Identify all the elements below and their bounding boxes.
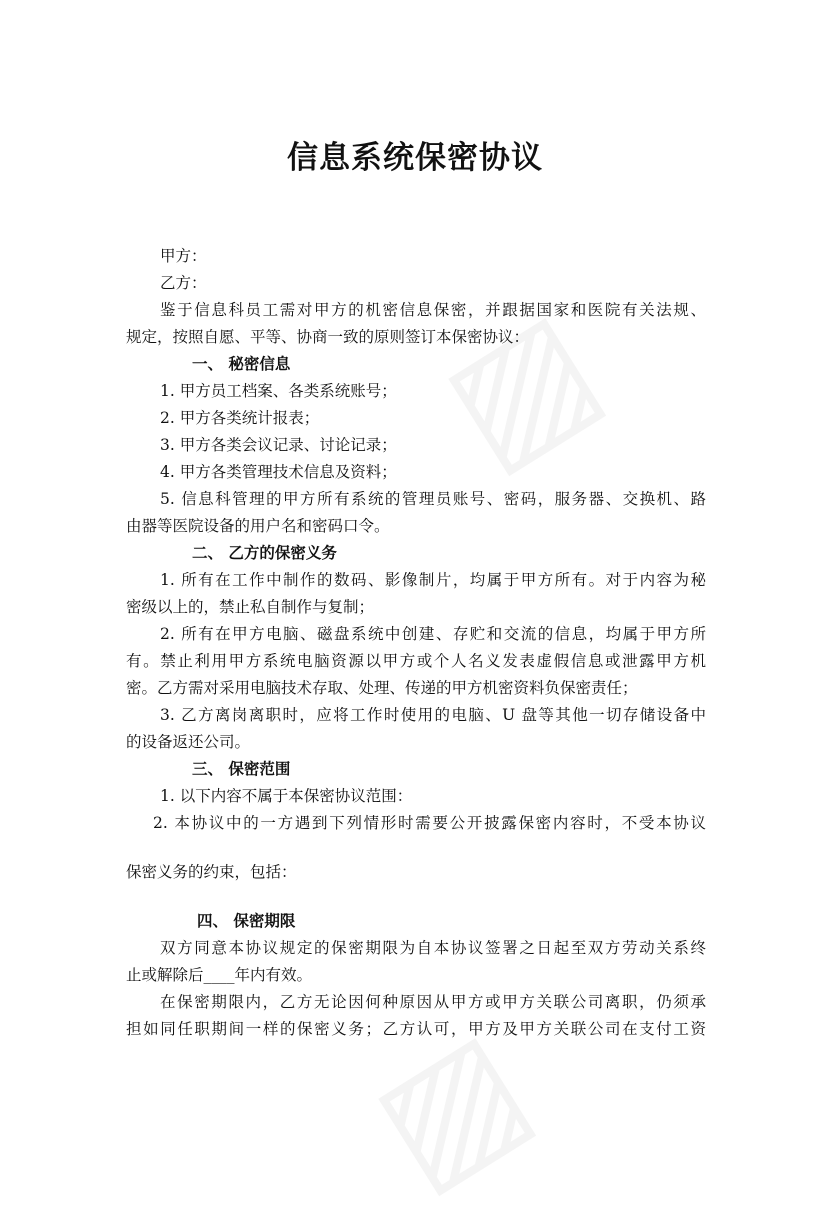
paragraph-line: 担如同任职期间一样的保密义务；乙方认可，甲方及甲方关联公司在支付工资 xyxy=(126,1020,706,1038)
list-item: 3. 乙方离岗离职时，应将工作时使用的电脑、U 盘等其他一切存储设备中 xyxy=(160,706,706,724)
list-item-continued: 的设备返还公司。 xyxy=(126,733,251,751)
list-item: 2. 本协议中的一方遇到下列情形时需要公开披露保密内容时，不受本协议 xyxy=(153,814,706,832)
paragraph-line: 双方同意本协议规定的保密期限为自本协议签署之日起至双方劳动关系终 xyxy=(160,939,706,957)
paragraph-line: 规定，按照自愿、平等、协商一致的原则签订本保密协议： xyxy=(126,328,530,346)
list-item: 2. 所有在甲方电脑、磁盘系统中创建、存贮和交流的信息，均属于甲方所 xyxy=(160,625,706,643)
section-heading: 一、 秘密信息 xyxy=(192,354,291,373)
document-title: 信息系统保密协议 xyxy=(287,140,543,176)
list-item-continued: 由器等医院设备的用户名和密码口令。 xyxy=(126,517,390,535)
list-item: 1. 甲方员工档案、各类系统账号； xyxy=(160,382,397,400)
party-a-label: 甲方： xyxy=(160,247,207,265)
list-item-continued: 密级以上的，禁止私自制作与复制； xyxy=(126,598,375,616)
list-item-continued: 密。乙方需对采用电脑技术存取、处理、传递的甲方机密资料负保密责任； xyxy=(126,679,638,697)
paragraph-line: 鉴于信息科员工需对甲方的机密信息保密，并跟据国家和医院有关法规、 xyxy=(160,301,706,319)
list-item: 2. 甲方各类统计报表； xyxy=(160,409,320,427)
list-item: 3. 甲方各类会议记录、讨论记录； xyxy=(160,436,397,454)
list-item: 1. 以下内容不属于本保密协议范围： xyxy=(160,787,413,805)
party-b-label: 乙方： xyxy=(160,274,207,292)
section-heading: 三、 保密范围 xyxy=(192,759,291,778)
list-item: 5. 信息科管理的甲方所有系统的管理员账号、密码，服务器、交换机、路 xyxy=(160,490,706,508)
section-heading: 四、 保密期限 xyxy=(197,911,296,930)
list-item: 4. 甲方各类管理技术信息及资料； xyxy=(160,463,397,481)
paragraph-line: 止或解除后____年内有效。 xyxy=(126,966,313,984)
list-item-continued: 保密义务的约束，包括： xyxy=(126,863,297,881)
list-item: 1. 所有在工作中制作的数码、影像制片，均属于甲方所有。对于内容为秘 xyxy=(160,571,706,589)
section-heading: 二、 乙方的保密义务 xyxy=(192,543,337,562)
paragraph-line: 在保密期限内，乙方无论因何种原因从甲方或甲方关联公司离职，仍须承 xyxy=(160,993,706,1011)
list-item-continued: 有。禁止利用甲方系统电脑资源以甲方或个人名义发表虚假信息或泄露甲方机 xyxy=(126,652,706,670)
